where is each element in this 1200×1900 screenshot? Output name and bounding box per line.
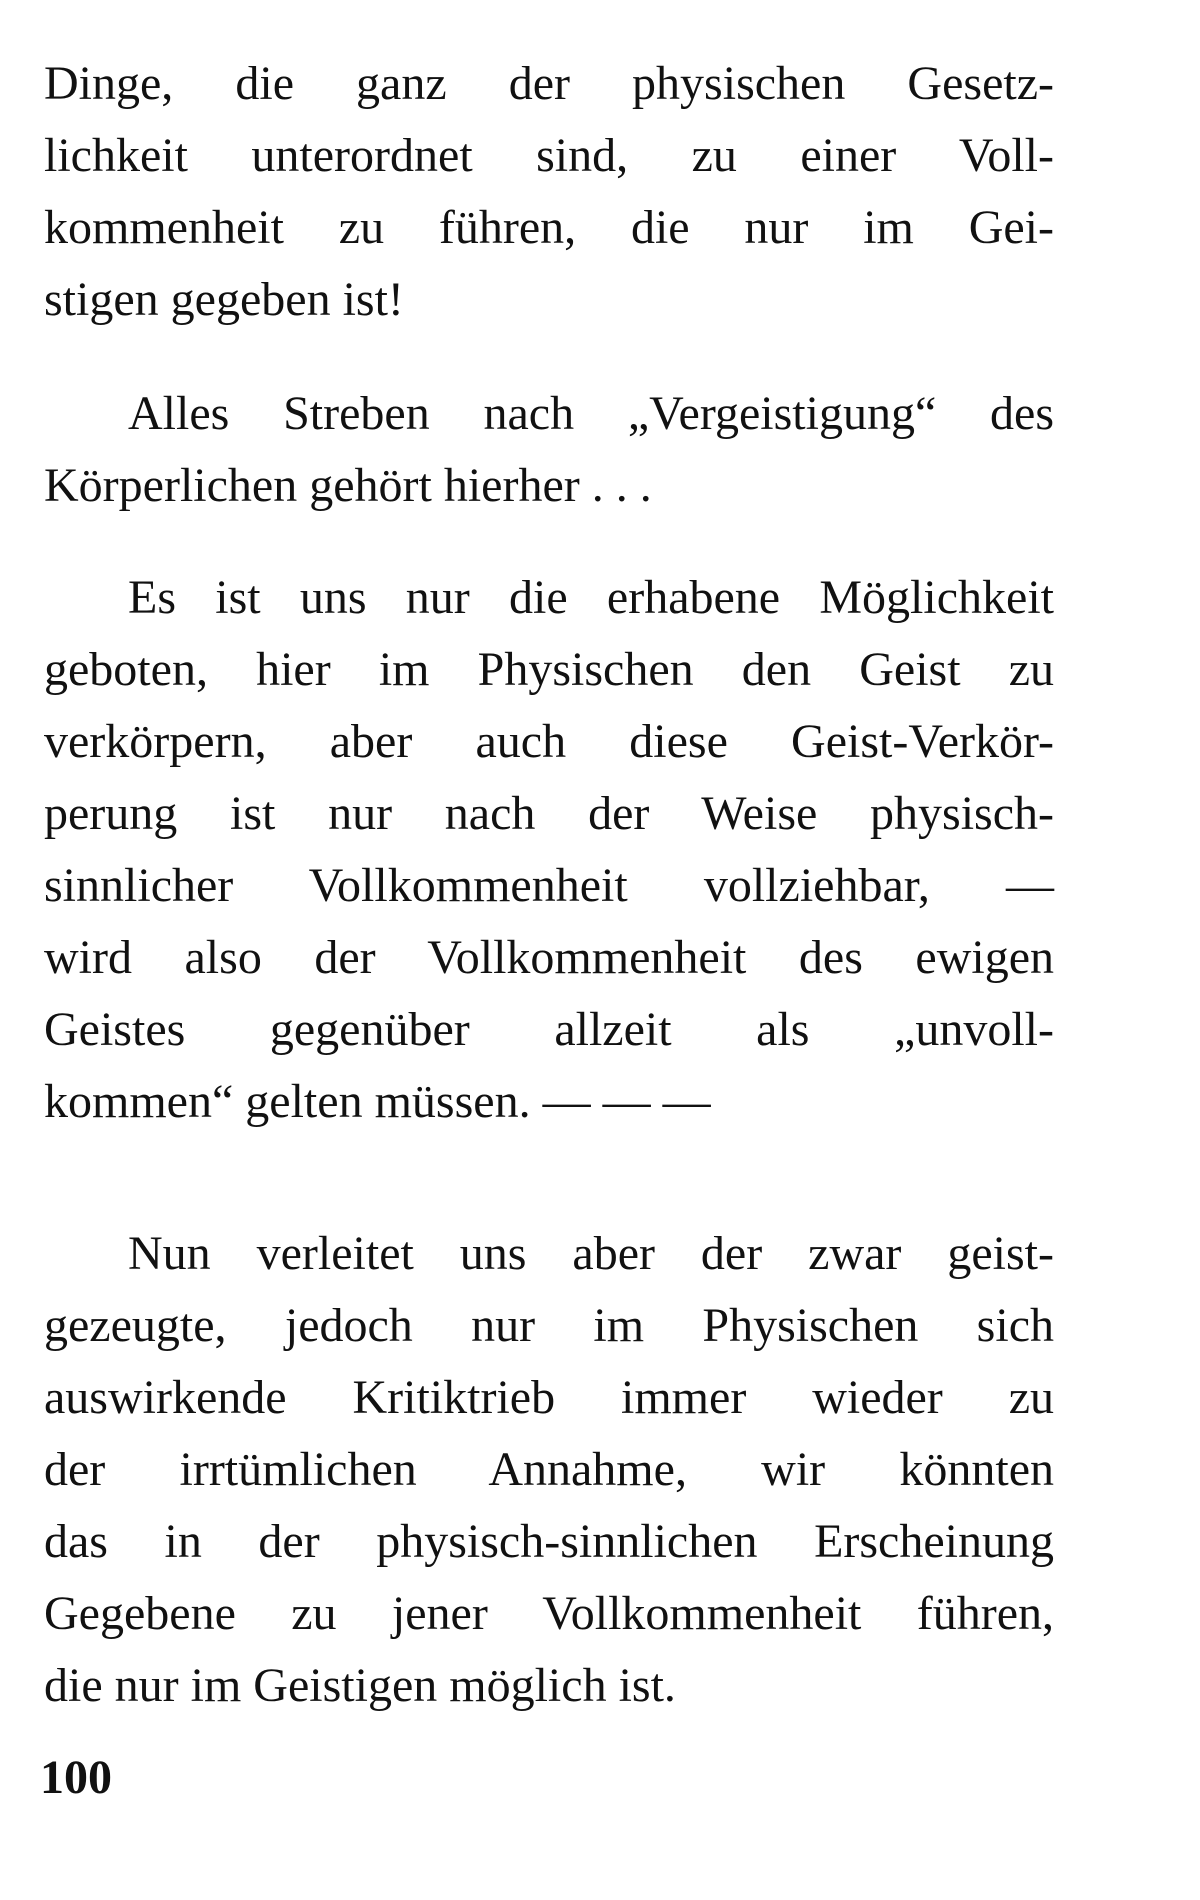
text-line: Gegebene zu jener Vollkommenheit führen, (44, 1587, 1054, 1640)
text-line: lichkeit unterordnet sind, zu einer Voll- (44, 129, 1054, 182)
text-line: Nun verleitet uns aber der zwar geist- (128, 1227, 1054, 1280)
text-line: die nur im Geistigen möglich ist. (44, 1659, 676, 1712)
text-line: verkörpern, aber auch diese Geist-Verkör- (44, 715, 1054, 768)
text-line: Alles Streben nach „Vergeistigung“ des (128, 387, 1054, 440)
text-line: Geistes gegenüber allzeit als „unvoll- (44, 1003, 1054, 1056)
text-line: wird also der Vollkommenheit des ewigen (44, 931, 1054, 984)
text-line: geboten, hier im Physischen den Geist zu (44, 643, 1054, 696)
text-line: Dinge, die ganz der physischen Gesetz- (44, 57, 1054, 110)
text-line: stigen gegeben ist! (44, 273, 404, 326)
text-line: kommen“ gelten müssen. — — — (44, 1075, 711, 1128)
text-line: auswirkende Kritiktrieb immer wieder zu (44, 1371, 1054, 1424)
text-line: Es ist uns nur die erhabene Möglichkeit (128, 571, 1054, 624)
text-line: sinnlicher Vollkommenheit vollziehbar, — (44, 859, 1054, 912)
text-line: kommenheit zu führen, die nur im Gei- (44, 201, 1054, 254)
page-number: 100 (40, 1751, 112, 1804)
text-line: das in der physisch-sinnlichen Erscheinung (44, 1515, 1054, 1568)
text-line: Körperlichen gehört hierher . . . (44, 459, 652, 512)
text-line: der irrtümlichen Annahme, wir könnten (44, 1443, 1054, 1496)
text-line: perung ist nur nach der Weise physisch- (44, 787, 1054, 840)
text-line: gezeugte, jedoch nur im Physischen sich (44, 1299, 1054, 1352)
